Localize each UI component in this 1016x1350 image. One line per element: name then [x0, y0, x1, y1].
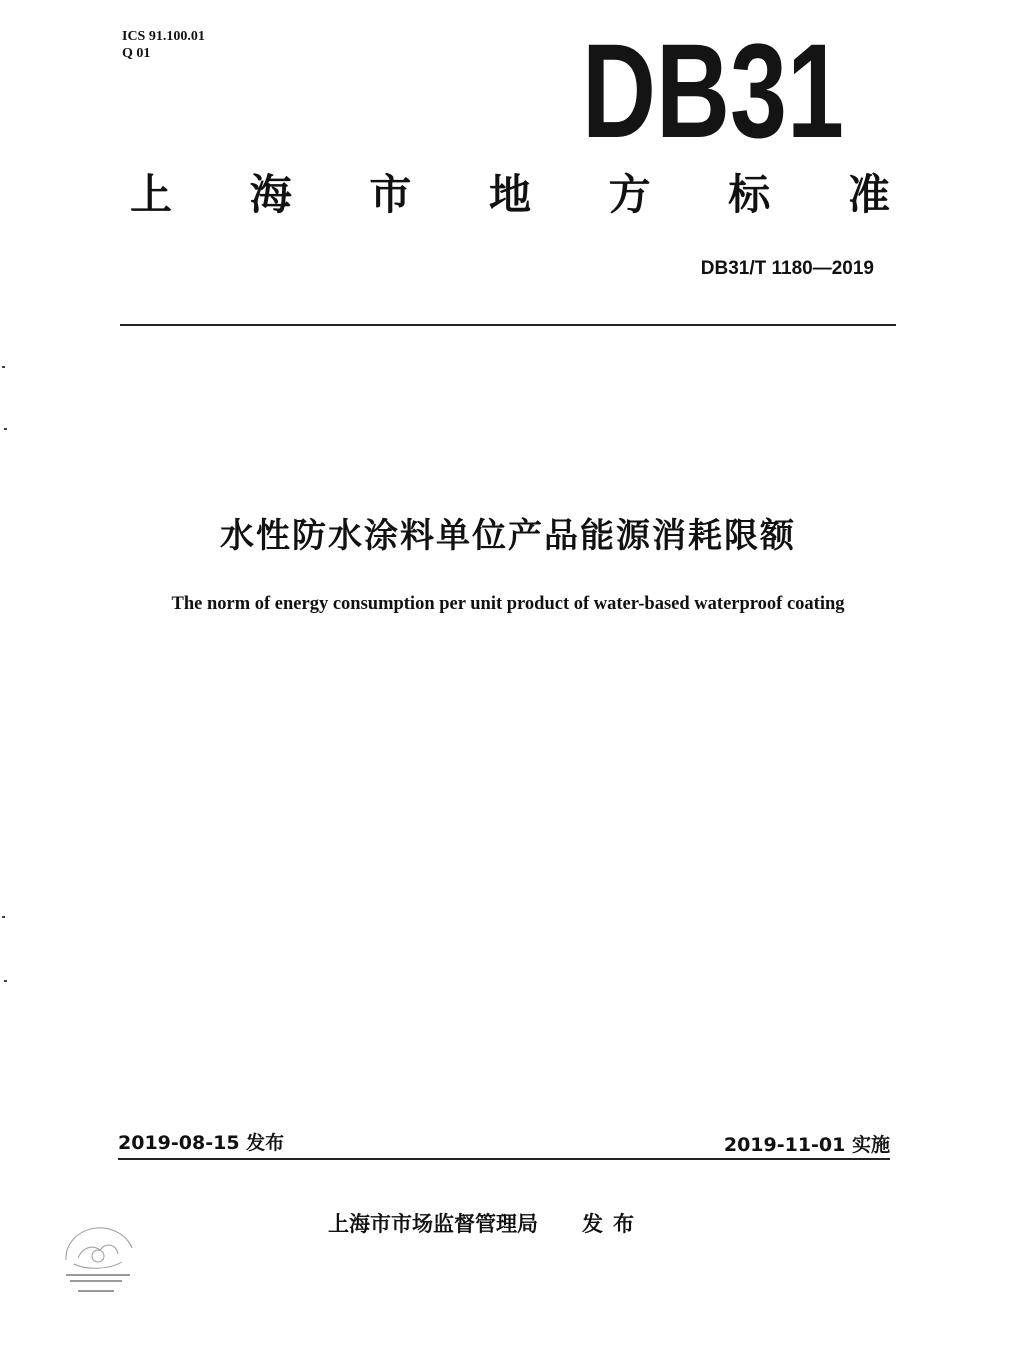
db31-logo-text: DB31: [582, 17, 844, 166]
ics-code: ICS 91.100.01: [122, 29, 205, 44]
footer-divider: [118, 1158, 890, 1160]
standard-type-char: 标: [728, 170, 771, 219]
classification-codes: [122, 28, 205, 62]
publisher: [328, 1208, 644, 1238]
standard-type-char: 上: [130, 170, 173, 219]
title-chinese: 水性防水涂料单位产品能源消耗限额: [220, 516, 796, 556]
publisher-suffix: 发布: [582, 1212, 644, 1236]
publisher-name: 上海市市场监督管理局: [328, 1212, 538, 1236]
standard-type-char: 地: [488, 170, 531, 219]
title-english: The norm of energy consumption per unit product of water-based waterproof coating: [171, 594, 845, 614]
db31-logo: [582, 17, 846, 166]
issue-date: 2019-08-15 发布: [118, 1132, 285, 1154]
scan-speck: [4, 428, 7, 430]
ccs-code: Q 01: [122, 46, 151, 61]
standard-type-char: 方: [608, 170, 651, 219]
standard-type-char: 市: [369, 170, 412, 219]
standard-type-heading: [130, 168, 890, 222]
header-divider: [120, 324, 896, 326]
scan-speck: [4, 980, 7, 982]
seal-stamp-icon: [52, 1218, 146, 1302]
scan-speck: [2, 916, 5, 918]
standard-type-char: 准: [847, 170, 890, 219]
standard-number: DB31/T 1180—2019: [700, 258, 874, 279]
standard-type-char: 海: [249, 170, 292, 219]
scan-speck: [2, 366, 5, 368]
implementation-date: 2019-11-01 实施: [723, 1134, 890, 1156]
